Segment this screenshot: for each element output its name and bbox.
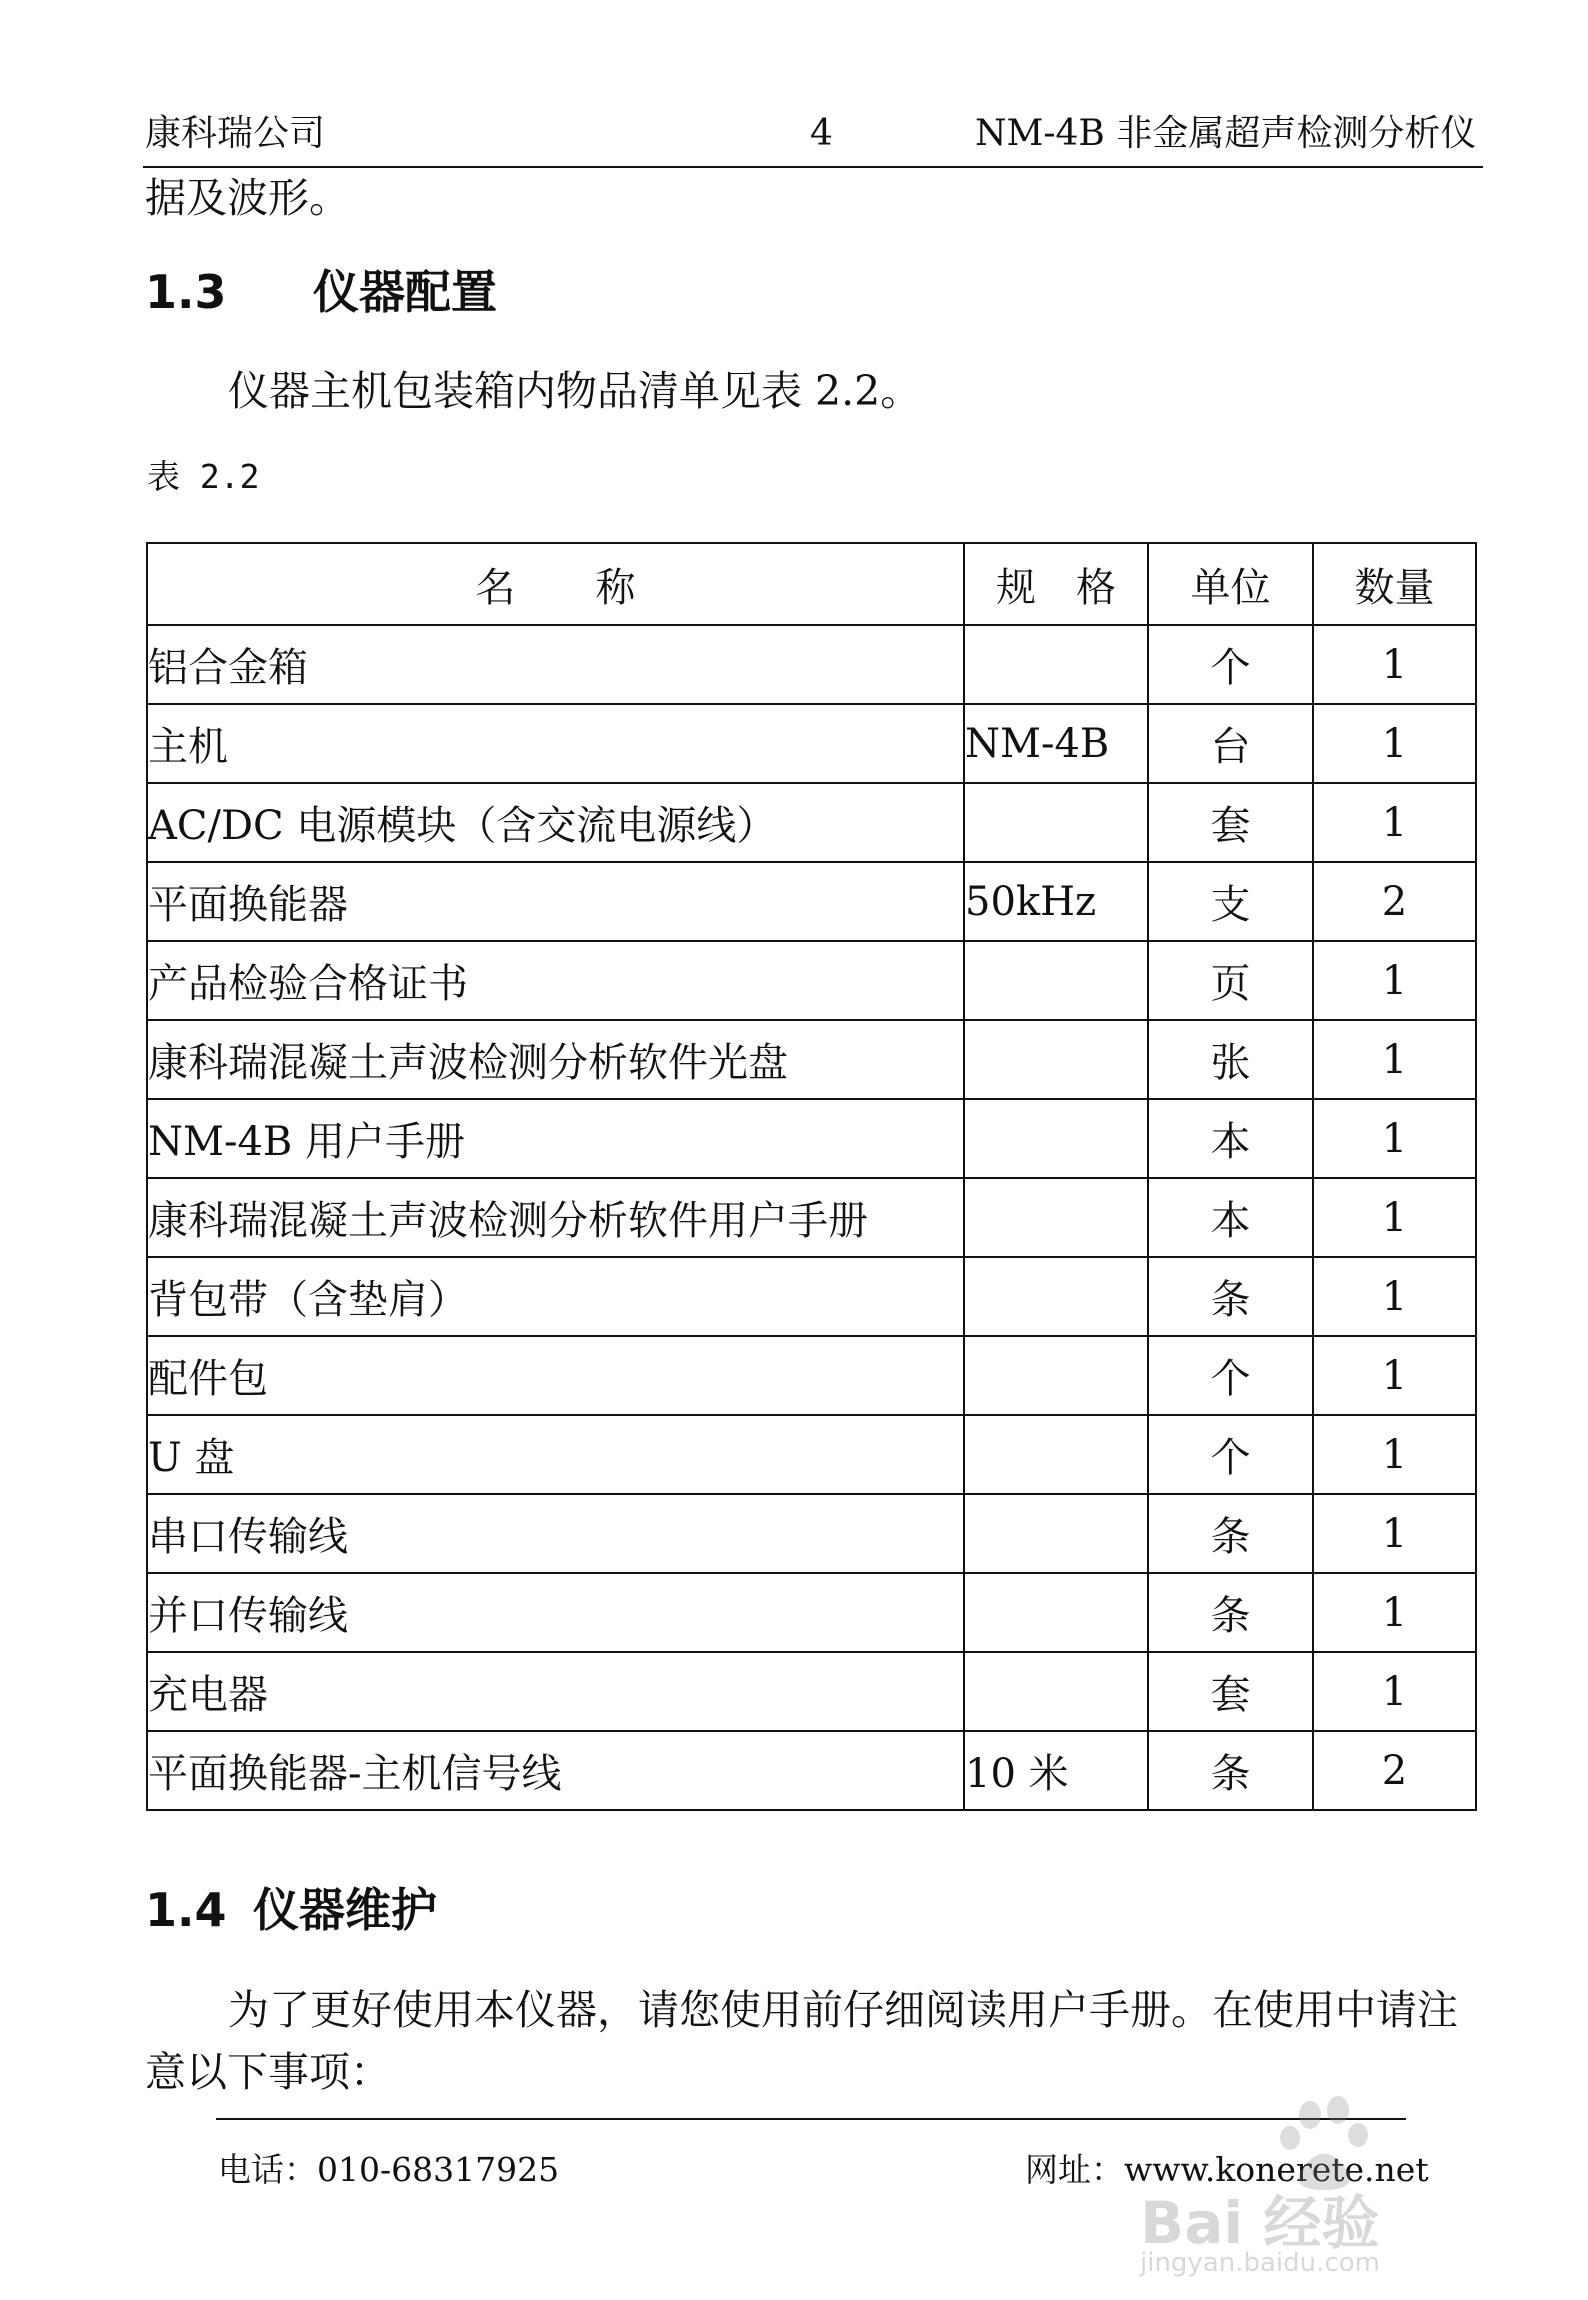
item-name: 产品检验合格证书 xyxy=(147,941,964,1020)
item-name: 充电器 xyxy=(147,1652,964,1731)
column-header-unit: 单位 xyxy=(1148,543,1313,625)
item-unit: 条 xyxy=(1148,1494,1313,1573)
item-unit: 张 xyxy=(1148,1020,1313,1099)
item-spec: NM-4B xyxy=(964,704,1148,783)
item-qty: 1 xyxy=(1313,1494,1476,1573)
item-spec xyxy=(964,1652,1148,1731)
item-name: 背包带（含垫肩） xyxy=(147,1257,964,1336)
section-1-4-heading xyxy=(145,1880,437,1940)
item-name: 并口传输线 xyxy=(147,1573,964,1652)
section-title: 仪器配置 xyxy=(313,265,497,319)
item-unit: 套 xyxy=(1148,783,1313,862)
item-unit: 个 xyxy=(1148,625,1313,704)
item-name: 配件包 xyxy=(147,1336,964,1415)
table-row xyxy=(147,1336,1476,1415)
item-unit: 条 xyxy=(1148,1573,1313,1652)
item-qty: 1 xyxy=(1313,1257,1476,1336)
section-title: 仪器维护 xyxy=(253,1883,437,1937)
table-row xyxy=(147,1494,1476,1573)
item-spec xyxy=(964,1415,1148,1494)
item-spec: 50kHz xyxy=(964,862,1148,941)
item-unit: 台 xyxy=(1148,704,1313,783)
section-number: 1.3 xyxy=(145,265,227,319)
item-spec xyxy=(964,1257,1148,1336)
table-caption: 表 2.2 xyxy=(147,457,260,496)
table-row xyxy=(147,941,1476,1020)
baidu-watermark xyxy=(1110,2080,1510,2280)
continuation-text: 据及波形。 xyxy=(145,174,350,222)
item-unit: 条 xyxy=(1148,1731,1313,1810)
table-row xyxy=(147,1020,1476,1099)
item-qty: 1 xyxy=(1313,941,1476,1020)
table-row xyxy=(147,1731,1476,1810)
item-qty: 1 xyxy=(1313,1415,1476,1494)
section-1-4-para-line-1: 为了更好使用本仪器，请您使用前仔细阅读用户手册。在使用中请注 xyxy=(228,1986,1458,2034)
item-spec xyxy=(964,1020,1148,1099)
item-unit: 条 xyxy=(1148,1257,1313,1336)
table-row xyxy=(147,1415,1476,1494)
item-name: 平面换能器-主机信号线 xyxy=(147,1731,964,1810)
item-name: 康科瑞混凝土声波检测分析软件用户手册 xyxy=(147,1178,964,1257)
section-number: 1.4 xyxy=(145,1883,227,1937)
item-qty: 1 xyxy=(1313,704,1476,783)
table-row xyxy=(147,783,1476,862)
column-header-spec: 规 格 xyxy=(964,543,1148,625)
item-qty: 1 xyxy=(1313,1652,1476,1731)
section-1-4-para-line-2: 意以下事项： xyxy=(145,2048,391,2096)
header-company: 康科瑞公司 xyxy=(145,113,326,154)
footer-website: 网址：www.konerete.net xyxy=(1025,2150,1429,2189)
footer-phone: 电话：010-68317925 xyxy=(218,2150,560,2189)
item-unit: 支 xyxy=(1148,862,1313,941)
item-unit: 页 xyxy=(1148,941,1313,1020)
item-name: U 盘 xyxy=(147,1415,964,1494)
item-qty: 1 xyxy=(1313,1573,1476,1652)
table-row xyxy=(147,1099,1476,1178)
item-unit: 本 xyxy=(1148,1099,1313,1178)
table-row xyxy=(147,1178,1476,1257)
item-unit: 个 xyxy=(1148,1336,1313,1415)
item-spec xyxy=(964,1336,1148,1415)
watermark-url: jingyan.baidu.com xyxy=(1140,2248,1380,2278)
item-spec xyxy=(964,1178,1148,1257)
header-rule xyxy=(143,166,1483,168)
item-unit: 套 xyxy=(1148,1652,1313,1731)
table-row xyxy=(147,862,1476,941)
item-name: 铝合金箱 xyxy=(147,625,964,704)
table-header-row xyxy=(147,543,1476,625)
column-header-name: 名 称 xyxy=(147,543,964,625)
item-name: 平面换能器 xyxy=(147,862,964,941)
watermark-brand: Bai 经验 xyxy=(1140,2189,1380,2257)
item-qty: 2 xyxy=(1313,1731,1476,1810)
section-1-3-intro: 仪器主机包装箱内物品清单见表 2.2。 xyxy=(228,367,922,415)
item-spec xyxy=(964,1099,1148,1178)
item-spec: 10 米 xyxy=(964,1731,1148,1810)
item-qty: 1 xyxy=(1313,1020,1476,1099)
column-header-qty: 数量 xyxy=(1313,543,1476,625)
item-qty: 1 xyxy=(1313,1178,1476,1257)
table-row xyxy=(147,625,1476,704)
item-unit: 个 xyxy=(1148,1415,1313,1494)
item-name: NM-4B 用户手册 xyxy=(147,1099,964,1178)
packing-list-table xyxy=(146,542,1477,1811)
table-row xyxy=(147,1652,1476,1731)
item-spec xyxy=(964,783,1148,862)
item-qty: 1 xyxy=(1313,625,1476,704)
item-qty: 1 xyxy=(1313,1099,1476,1178)
section-1-3-heading xyxy=(145,262,497,322)
table-row xyxy=(147,1257,1476,1336)
header-product: NM-4B 非金属超声检测分析仪 xyxy=(975,113,1477,154)
table-row xyxy=(147,704,1476,783)
item-qty: 1 xyxy=(1313,783,1476,862)
item-spec xyxy=(964,941,1148,1020)
table-row xyxy=(147,1573,1476,1652)
item-name: 康科瑞混凝土声波检测分析软件光盘 xyxy=(147,1020,964,1099)
item-spec xyxy=(964,625,1148,704)
item-name: AC/DC 电源模块（含交流电源线） xyxy=(147,783,964,862)
item-name: 主机 xyxy=(147,704,964,783)
item-qty: 1 xyxy=(1313,1336,1476,1415)
item-spec xyxy=(964,1573,1148,1652)
item-qty: 2 xyxy=(1313,862,1476,941)
item-spec xyxy=(964,1494,1148,1573)
item-unit: 本 xyxy=(1148,1178,1313,1257)
item-name: 串口传输线 xyxy=(147,1494,964,1573)
header-page-number: 4 xyxy=(810,113,833,154)
